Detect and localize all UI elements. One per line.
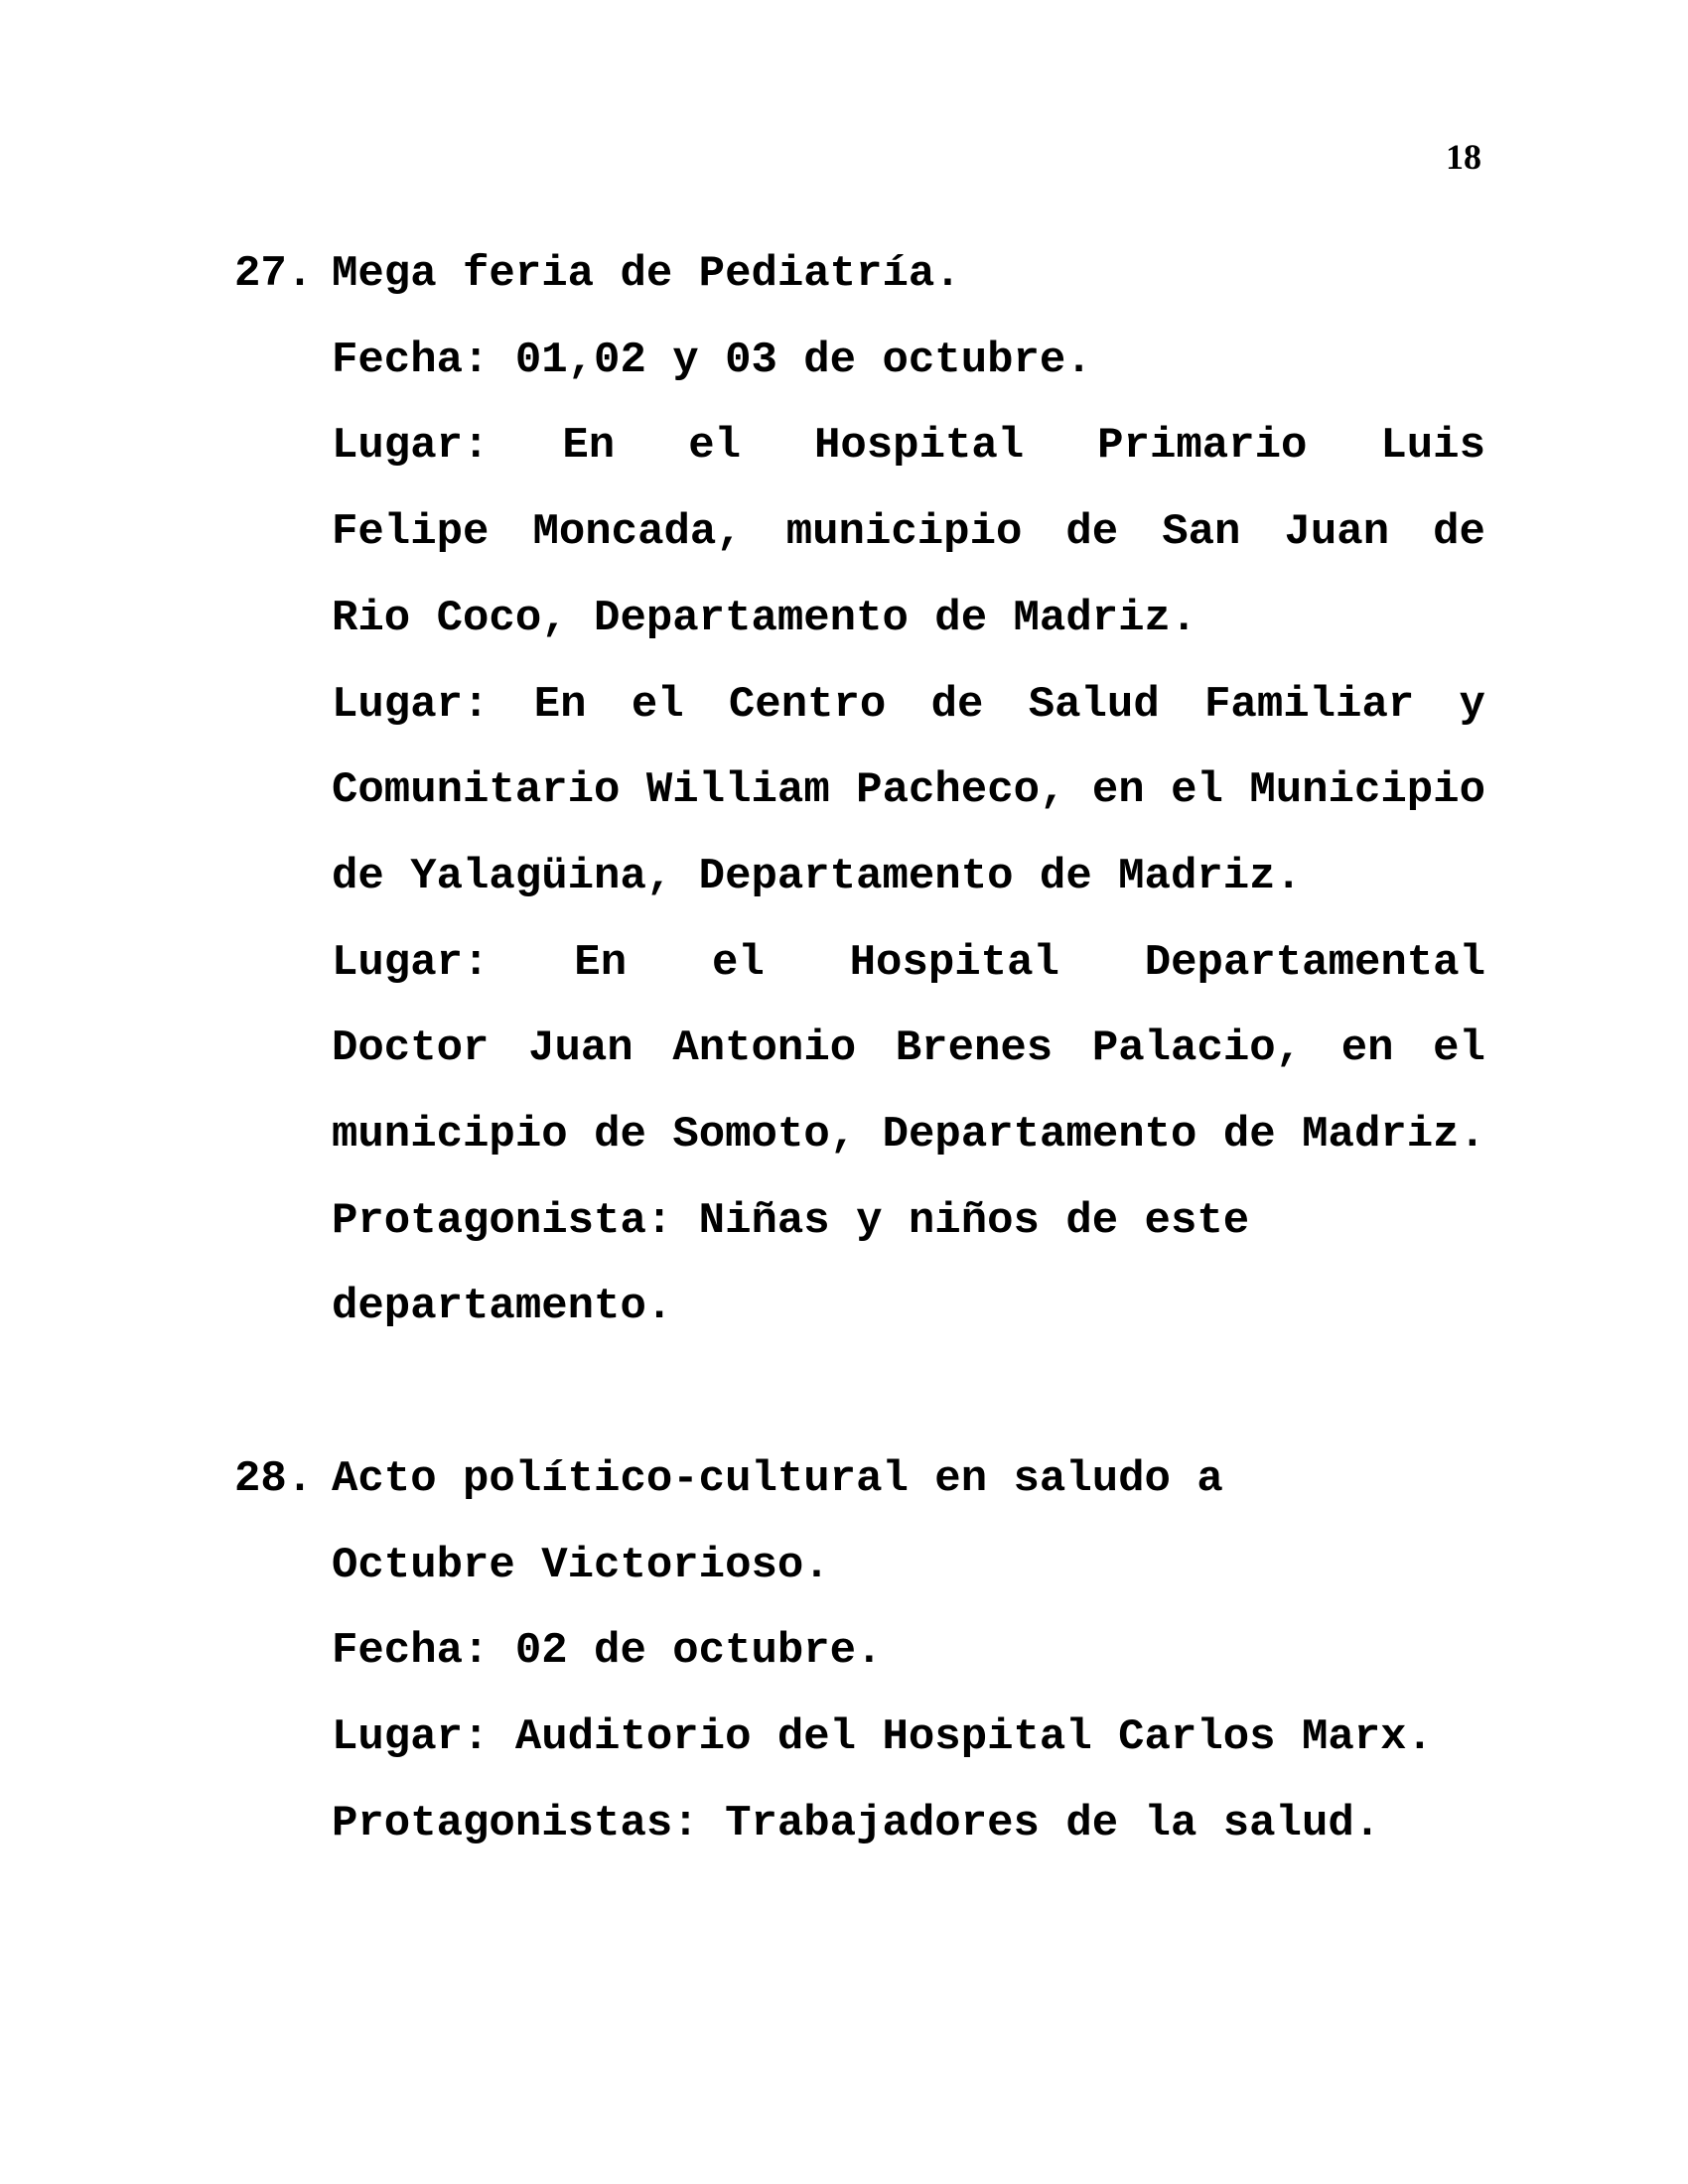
item-place-line <box>332 403 1485 489</box>
item-title: Acto político-cultural en saludo a <box>332 1453 1223 1504</box>
word: Antonio <box>672 1024 857 1074</box>
item-place-line: Lugar: Auditorio del Hospital Carlos Marx. <box>332 1711 1433 1762</box>
list-item-27 <box>234 231 1485 1350</box>
word: Salud <box>1028 679 1160 730</box>
word: Primario <box>1097 421 1308 472</box>
item-place-line <box>332 1006 1485 1092</box>
word: Comunitario <box>332 765 621 816</box>
item-number: 28. <box>234 1453 314 1504</box>
item-place-line <box>332 662 1485 749</box>
word: William <box>645 765 830 816</box>
word: el <box>1171 765 1223 816</box>
item-date: Fecha: 01,02 y 03 de octubre. <box>332 335 1092 385</box>
word: En <box>533 679 587 730</box>
word: Moncada, <box>532 507 743 558</box>
word: Palacio, <box>1091 1024 1303 1074</box>
word: Doctor <box>332 1024 490 1074</box>
list-item-28 <box>234 1436 1485 1867</box>
word: el <box>631 679 684 730</box>
word: Juan <box>1284 507 1390 558</box>
word: Familiar <box>1204 679 1415 730</box>
document-body <box>234 231 1485 1866</box>
word: En <box>562 421 616 472</box>
item-place-line: Rio Coco, Departamento de Madriz. <box>332 593 1197 643</box>
item-place-line <box>332 1092 1485 1178</box>
item-place-line <box>332 489 1485 576</box>
word: el <box>1433 1024 1485 1074</box>
word: Felipe <box>332 507 490 558</box>
word: San <box>1162 507 1241 558</box>
word: en <box>1340 1024 1394 1074</box>
word: Lugar: <box>332 937 490 988</box>
word: municipio <box>332 1110 568 1160</box>
word: Lugar: <box>332 421 490 472</box>
word: Lugar: <box>332 679 490 730</box>
word: Departamento <box>882 1110 1197 1160</box>
word: el <box>711 937 765 988</box>
word: de <box>594 1110 646 1160</box>
word: y <box>1459 679 1485 730</box>
item-protagonists-line: Protagonista: Niñas y niños de este <box>332 1195 1250 1246</box>
word: Hospital <box>849 937 1059 988</box>
word: En <box>574 937 628 988</box>
word: Hospital <box>813 421 1025 472</box>
item-place-line <box>332 748 1485 834</box>
word: de <box>1222 1110 1276 1160</box>
item-text <box>332 231 1485 1350</box>
page-number: 18 <box>1446 137 1481 177</box>
word: Somoto, <box>672 1110 857 1160</box>
word: Brenes <box>895 1024 1054 1074</box>
word: Juan <box>528 1024 633 1074</box>
word: Centro <box>728 679 887 730</box>
item-place-line: de Yalagüina, Departamento de Madriz. <box>332 851 1302 901</box>
word: de <box>930 679 984 730</box>
item-title: Octubre Victorioso. <box>332 1540 830 1590</box>
word: en <box>1091 765 1145 816</box>
word: Departamental <box>1144 937 1485 988</box>
word: de <box>1065 507 1119 558</box>
item-place-line <box>332 920 1485 1007</box>
item-title: Mega feria de Pediatría. <box>332 249 961 299</box>
word: municipio <box>785 507 1023 558</box>
word: Madriz. <box>1302 1110 1485 1160</box>
word: Luis <box>1380 421 1485 472</box>
word: Municipio <box>1249 765 1485 816</box>
word: Pacheco, <box>856 765 1066 816</box>
item-text <box>332 1436 1485 1867</box>
item-protagonists-line: departamento. <box>332 1282 673 1332</box>
item-protagonists-line: Protagonistas: Trabajadores de la salud. <box>332 1798 1381 1848</box>
item-number: 27. <box>234 249 314 299</box>
word: el <box>688 421 741 472</box>
word: de <box>1433 507 1485 558</box>
item-date: Fecha: 02 de octubre. <box>332 1626 883 1677</box>
